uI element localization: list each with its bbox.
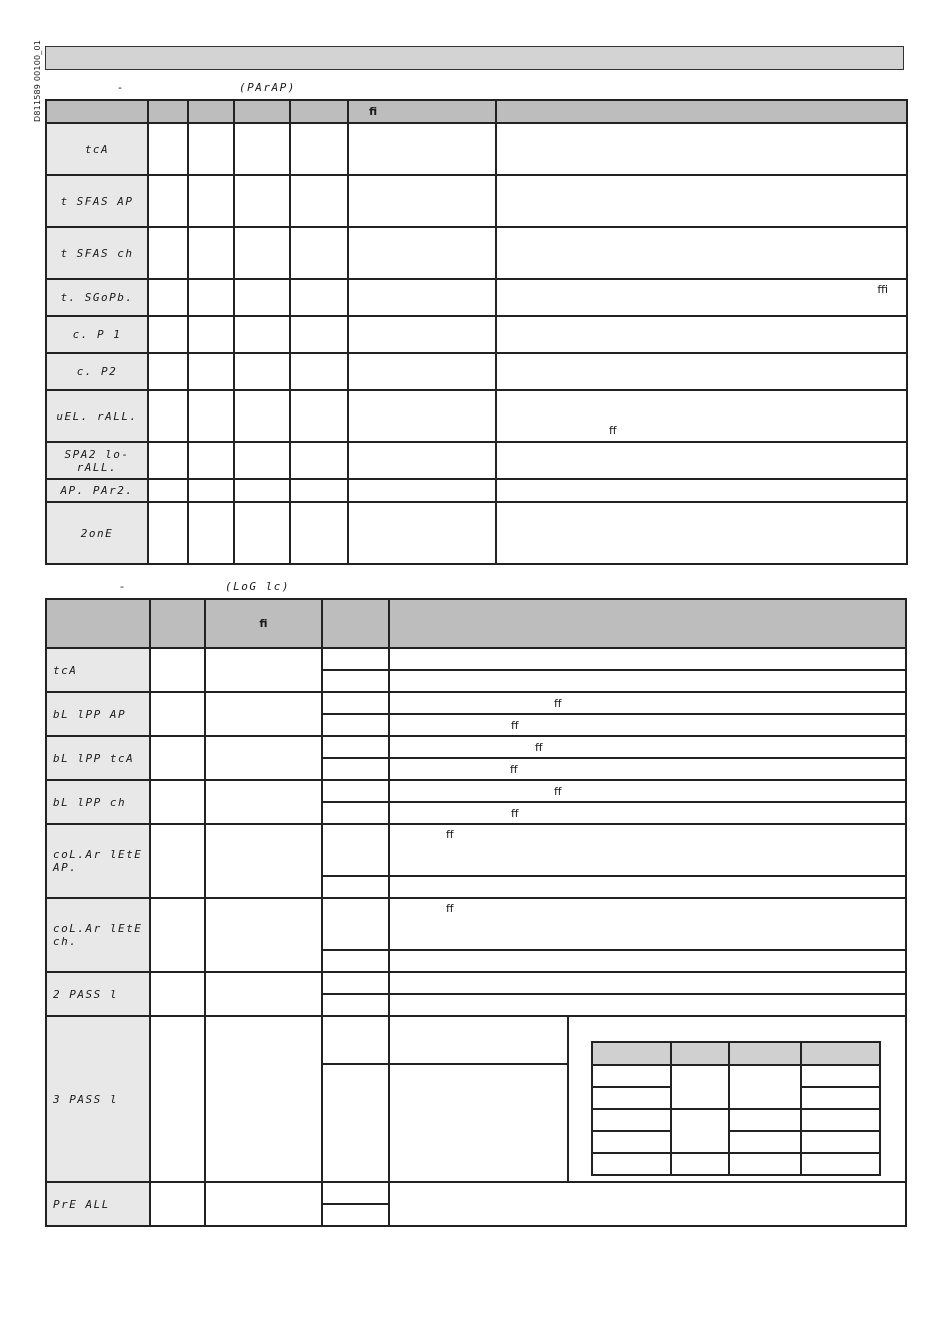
parameter-row [46, 175, 907, 227]
parameter-name: t. SGoPb. [60, 291, 134, 304]
parameter-name: c. P 1 [72, 328, 122, 341]
logic-header-row [46, 599, 906, 648]
parameter-name: 2onE [80, 526, 114, 540]
value-glyph: ﬀ [535, 740, 543, 754]
logic-name: coL.Ar lEtE AP. [53, 848, 143, 874]
logic-row [46, 648, 906, 670]
logic-row [46, 692, 906, 714]
logic-name: 2 PASS l [53, 987, 118, 1001]
logic-row [46, 1182, 906, 1204]
title-bar [45, 46, 904, 70]
parameter-name: c. P2 [76, 365, 118, 378]
logic-name: 3 PASS l [53, 1092, 118, 1106]
parameters-header-row [46, 100, 907, 123]
parameter-name: t SFAS ch [60, 246, 134, 260]
value-glyph: ﬀ [511, 806, 519, 820]
logic-name: bL lPP tcA [53, 751, 135, 765]
value-glyph: ﬀ [554, 696, 562, 710]
parameter-name: SPA2 lo-rALL. [64, 447, 130, 474]
logic-name: coL.Ar lEtE ch. [53, 922, 143, 948]
parameter-name: AP. PAr2. [60, 484, 134, 497]
parameter-row [46, 390, 907, 442]
logic-row [46, 972, 906, 994]
value-glyph: ﬀ [511, 718, 519, 732]
header-fi-glyph: ﬁ [259, 617, 268, 630]
logic-name: bL lPP AP [53, 707, 127, 721]
parameter-row [46, 442, 907, 479]
section2-dash: - [120, 580, 124, 593]
value-glyph: ﬀ [554, 784, 562, 798]
logic-row [46, 898, 906, 950]
parameter-name: t SFAS AP [60, 194, 134, 208]
pass-sub-table [591, 1041, 881, 1176]
parameter-row [46, 227, 907, 279]
logic-row [46, 736, 906, 758]
description-glyph: ﬃ [877, 283, 888, 296]
value-glyph: ﬀ [446, 902, 454, 915]
section1-label: (PArAP) [239, 81, 296, 94]
header-fi-glyph: ﬁ [369, 105, 378, 118]
parameters-table [45, 99, 908, 565]
section2-label: (LoG lc) [225, 580, 290, 593]
document-code: D811589 00100_01 [33, 39, 42, 122]
parameter-row [46, 316, 907, 353]
logic-name: bL lPP ch [53, 795, 127, 809]
logic-row [46, 824, 906, 876]
parameter-row [46, 502, 907, 564]
logic-name: PrE ALL [53, 1197, 110, 1211]
logic-name: tcA [53, 663, 78, 677]
parameter-row [46, 123, 907, 175]
parameter-row [46, 279, 907, 316]
section1-dash: - [118, 81, 122, 94]
parameter-row [46, 479, 907, 502]
logic-row [46, 780, 906, 802]
description-glyph: ﬀ [609, 424, 617, 437]
parameter-name: uEL. rALL. [56, 409, 138, 423]
parameter-name: tcA [84, 142, 110, 156]
value-glyph: ﬀ [446, 828, 454, 841]
value-glyph: ﬀ [510, 762, 518, 776]
parameter-row [46, 353, 907, 390]
